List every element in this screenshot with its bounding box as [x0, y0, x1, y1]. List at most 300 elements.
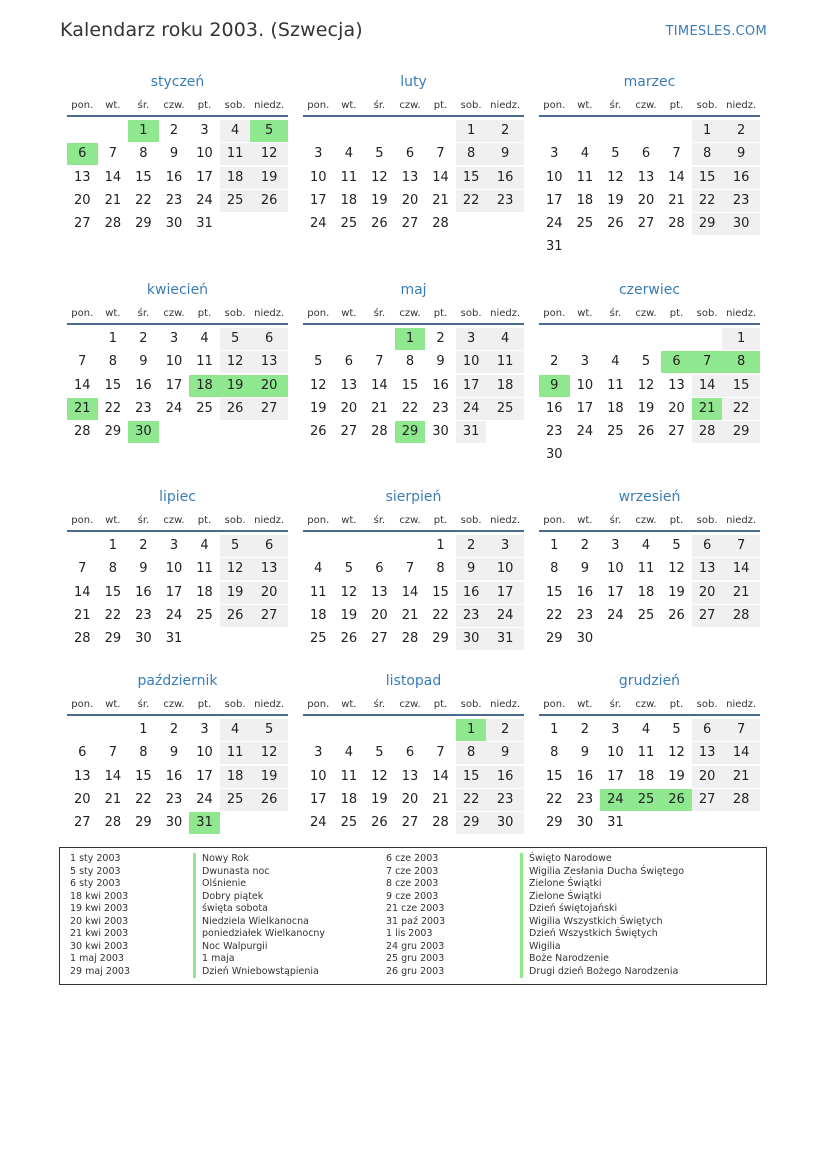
- empty-cell: [303, 719, 334, 741]
- week-row: [539, 628, 760, 651]
- week-row: [539, 167, 760, 190]
- empty-cell: [722, 812, 760, 834]
- day-cell: 9: [580, 561, 589, 577]
- empty-cell: [570, 444, 601, 466]
- day-cell: 21: [104, 791, 122, 807]
- weekday-label: niedz.: [726, 515, 757, 526]
- day-cell: 24: [165, 400, 183, 416]
- holiday-name: Niedziela Wielkanocna: [193, 916, 325, 929]
- day-cell: 26: [220, 605, 251, 627]
- week-row: [67, 190, 288, 213]
- holiday-date: 6 cze 2003: [386, 853, 439, 864]
- day-cell: 24: [607, 607, 624, 623]
- day-cell: 22: [135, 192, 152, 208]
- weekday-header: [67, 696, 288, 716]
- day-cell: 15: [722, 375, 760, 397]
- empty-cell: [692, 328, 723, 350]
- empty-cell: [334, 719, 365, 741]
- day-cell: 28: [104, 216, 122, 232]
- day-cell: 13: [340, 377, 358, 393]
- day-cell: 23: [486, 190, 524, 212]
- day-cell: 27: [250, 605, 288, 627]
- day-cell: 4: [641, 538, 651, 553]
- day-cell: 22: [104, 607, 122, 623]
- day-cell: 6: [375, 561, 384, 577]
- day-cell: 22: [104, 400, 122, 416]
- day-cell: 15: [104, 377, 122, 393]
- day-cell: 7: [672, 146, 681, 162]
- day-cell: 7: [692, 351, 723, 373]
- day-cell: 2: [139, 331, 148, 346]
- day-cell: 16: [165, 768, 183, 784]
- day-cell: 11: [196, 354, 213, 370]
- day-cell: 26: [668, 607, 685, 623]
- day-cell: 24: [165, 607, 183, 623]
- day-cell: 28: [74, 424, 91, 440]
- day-cell: 11: [576, 169, 594, 185]
- day-cell: 5: [250, 120, 288, 142]
- weekday-label: czw.: [635, 100, 657, 111]
- day-cell: 19: [668, 768, 685, 784]
- empty-cell: [395, 535, 426, 557]
- weekday-label: czw.: [163, 100, 185, 111]
- holiday-date: 26 gru 2003: [386, 965, 445, 977]
- weekday-label: wt.: [577, 100, 593, 111]
- day-cell: 10: [486, 558, 524, 580]
- day-cell: 28: [74, 631, 91, 647]
- holiday-date: 31 paź 2003: [386, 915, 446, 927]
- day-cell: 7: [405, 561, 415, 577]
- day-cell: 8: [722, 351, 760, 373]
- weekday-label: śr.: [137, 515, 150, 526]
- day-cell: 7: [436, 146, 445, 162]
- day-cell: 30: [486, 812, 524, 834]
- weekday-label: pt.: [433, 308, 448, 319]
- day-cell: 16: [486, 766, 524, 788]
- day-cell: 12: [668, 561, 685, 577]
- day-cell: 12: [220, 351, 251, 373]
- day-cell: 1: [139, 722, 148, 737]
- day-cell: 28: [668, 216, 685, 232]
- empty-cell: [67, 719, 98, 741]
- day-cell: 24: [310, 216, 327, 232]
- day-cell: 24: [600, 789, 631, 811]
- day-cell: 17: [486, 582, 524, 604]
- day-cell: 27: [74, 815, 91, 831]
- week-row: [303, 535, 524, 558]
- weekday-label: pt.: [433, 699, 448, 710]
- day-cell: 20: [692, 582, 723, 604]
- empty-cell: [334, 120, 365, 142]
- day-cell: 30: [135, 631, 152, 647]
- day-cell: 1: [550, 538, 559, 553]
- day-cell: 3: [169, 331, 179, 346]
- day-cell: 6: [692, 719, 723, 741]
- weekday-label: śr.: [137, 699, 150, 710]
- holiday-names-left: [193, 853, 325, 978]
- day-cell: 21: [371, 400, 388, 416]
- holiday-name: Dwunasta noc: [193, 866, 325, 879]
- day-cell: 17: [310, 791, 327, 807]
- brand-link[interactable]: TIMESLES.COM: [665, 24, 767, 39]
- day-cell: 9: [169, 745, 179, 761]
- day-cell: 19: [371, 192, 388, 208]
- empty-cell: [539, 120, 570, 142]
- week-row: [539, 582, 760, 605]
- empty-cell: [364, 719, 395, 741]
- day-cell: 25: [637, 607, 655, 623]
- day-cell: 5: [314, 354, 323, 370]
- day-cell: 5: [641, 354, 651, 370]
- weekday-label: sob.: [460, 699, 482, 710]
- day-cell: 19: [220, 375, 251, 397]
- weekday-label: pon.: [307, 100, 330, 111]
- weekday-label: śr.: [137, 308, 150, 319]
- day-cell: 20: [692, 766, 723, 788]
- weekday-header: [303, 696, 524, 716]
- day-cell: 2: [486, 120, 524, 142]
- week-row: [539, 190, 760, 213]
- day-cell: 6: [344, 354, 353, 370]
- day-cell: 12: [637, 377, 655, 393]
- holiday-name: Zielone Świątki: [520, 878, 684, 891]
- empty-cell: [220, 421, 251, 443]
- day-cell: 31: [546, 239, 563, 255]
- day-cell: 7: [722, 535, 760, 557]
- empty-cell: [250, 812, 288, 834]
- day-cell: 8: [456, 742, 487, 764]
- weekday-label: śr.: [373, 308, 386, 319]
- empty-cell: [661, 444, 692, 466]
- day-cell: 25: [486, 398, 524, 420]
- day-cell: 27: [250, 398, 288, 420]
- day-cell: 12: [250, 143, 288, 165]
- day-cell: 16: [165, 169, 183, 185]
- day-cell: 11: [196, 561, 213, 577]
- day-cell: 27: [637, 216, 655, 232]
- day-cell: 7: [436, 745, 445, 761]
- day-cell: 29: [456, 812, 487, 834]
- day-cell: 13: [371, 584, 388, 600]
- day-cell: 6: [641, 146, 651, 162]
- day-cell: 19: [250, 766, 288, 788]
- empty-cell: [631, 628, 662, 650]
- week-row: [67, 812, 288, 835]
- weekday-label: niedz.: [254, 699, 285, 710]
- week-row: [303, 766, 524, 789]
- empty-cell: [570, 120, 601, 142]
- week-row: [303, 628, 524, 651]
- day-cell: 20: [250, 582, 288, 604]
- day-cell: 11: [607, 377, 624, 393]
- day-cell: 14: [74, 377, 91, 393]
- day-cell: 4: [314, 561, 323, 577]
- weekday-label: sob.: [224, 308, 246, 319]
- weekday-header: [303, 305, 524, 325]
- empty-cell: [456, 213, 487, 235]
- day-cell: 9: [139, 354, 148, 370]
- month-name: marzec: [623, 74, 676, 90]
- day-cell: 17: [310, 192, 327, 208]
- holiday-name: Święto Narodowe: [520, 853, 684, 866]
- empty-cell: [661, 328, 692, 350]
- day-cell: 28: [432, 815, 449, 831]
- month-name: styczeń: [150, 74, 205, 90]
- day-cell: 10: [607, 561, 624, 577]
- empty-cell: [220, 812, 251, 834]
- day-cell: 9: [722, 143, 760, 165]
- day-cell: 9: [456, 558, 487, 580]
- day-cell: 25: [340, 216, 358, 232]
- day-cell: 27: [340, 424, 358, 440]
- holiday-date: 29 maj 2003: [70, 965, 131, 977]
- day-cell: 16: [546, 400, 563, 416]
- day-cell: 26: [661, 789, 692, 811]
- day-cell: 29: [432, 631, 449, 647]
- weekday-label: czw.: [635, 308, 657, 319]
- day-cell: 19: [220, 582, 251, 604]
- week-row: [67, 120, 288, 143]
- day-cell: 10: [456, 351, 487, 373]
- day-cell: 18: [189, 375, 220, 397]
- day-cell: 7: [722, 719, 760, 741]
- day-cell: 14: [371, 377, 388, 393]
- weekday-label: sob.: [460, 308, 482, 319]
- weekday-label: niedz.: [726, 100, 757, 111]
- empty-cell: [486, 213, 524, 235]
- week-row: [539, 213, 760, 236]
- weekday-label: sob.: [460, 515, 482, 526]
- day-cell: 5: [344, 561, 353, 577]
- day-cell: 2: [580, 722, 589, 737]
- empty-cell: [364, 328, 395, 350]
- week-row: [539, 351, 760, 374]
- day-cell: 20: [401, 192, 419, 208]
- empty-cell: [692, 444, 723, 466]
- day-cell: 26: [637, 424, 655, 440]
- weekday-label: pon.: [307, 699, 330, 710]
- day-cell: 15: [401, 377, 419, 393]
- holiday-name: Wigilia Zesłania Ducha Świętego: [520, 866, 684, 879]
- day-cell: 30: [546, 447, 563, 463]
- day-cell: 18: [340, 791, 358, 807]
- day-cell: 2: [580, 538, 589, 553]
- week-row: [303, 742, 524, 765]
- day-cell: 8: [692, 143, 723, 165]
- empty-cell: [67, 328, 98, 350]
- day-cell: 20: [74, 192, 91, 208]
- weekday-label: niedz.: [254, 308, 285, 319]
- week-row: [303, 558, 524, 581]
- holiday-name: Zielone Świątki: [520, 891, 684, 904]
- day-cell: 6: [692, 535, 723, 557]
- holiday-date: 5 sty 2003: [70, 865, 121, 877]
- day-cell: 13: [637, 169, 655, 185]
- weekday-label: śr.: [609, 100, 622, 111]
- day-cell: 3: [169, 538, 179, 553]
- day-cell: 17: [456, 375, 487, 397]
- day-cell: 19: [668, 584, 685, 600]
- day-cell: 23: [165, 791, 183, 807]
- week-row: [303, 605, 524, 628]
- day-cell: 11: [220, 742, 251, 764]
- week-row: [539, 120, 760, 143]
- day-cell: 19: [637, 400, 655, 416]
- day-cell: 18: [220, 766, 251, 788]
- weekday-label: niedz.: [726, 699, 757, 710]
- holiday-date: 1 sty 2003: [70, 853, 121, 864]
- week-row: [67, 375, 288, 398]
- month-block: [67, 671, 288, 835]
- week-row: [539, 535, 760, 558]
- day-cell: 20: [340, 400, 358, 416]
- empty-cell: [631, 812, 662, 834]
- day-cell: 22: [401, 400, 419, 416]
- week-row: [67, 143, 288, 166]
- month-name: listopad: [385, 673, 442, 689]
- day-cell: 13: [74, 169, 91, 185]
- weekday-label: sob.: [460, 100, 482, 111]
- weekday-label: wt.: [577, 308, 593, 319]
- month-name: wrzesień: [618, 489, 681, 505]
- weekday-label: czw.: [399, 100, 421, 111]
- weekday-label: pon.: [307, 515, 330, 526]
- day-cell: 23: [135, 607, 152, 623]
- day-cell: 29: [135, 815, 152, 831]
- empty-cell: [692, 236, 723, 258]
- day-cell: 9: [139, 561, 148, 577]
- day-cell: 24: [456, 398, 487, 420]
- empty-cell: [425, 120, 456, 142]
- weekday-label: niedz.: [726, 308, 757, 319]
- weekday-label: czw.: [399, 699, 421, 710]
- weekday-header: [539, 305, 760, 325]
- day-cell: 1: [108, 331, 117, 346]
- weekday-label: pt.: [669, 308, 684, 319]
- week-row: [67, 421, 288, 444]
- holiday-name: poniedziałek Wielkanocny: [193, 928, 325, 941]
- month-name: maj: [400, 282, 427, 298]
- empty-cell: [692, 628, 723, 650]
- week-row: [67, 719, 288, 742]
- day-cell: 1: [395, 328, 426, 350]
- weekday-label: pt.: [197, 308, 212, 319]
- day-cell: 22: [135, 791, 152, 807]
- day-cell: 21: [432, 791, 449, 807]
- day-cell: 2: [169, 123, 179, 138]
- empty-cell: [364, 120, 395, 142]
- day-cell: 13: [668, 377, 685, 393]
- day-cell: 21: [67, 398, 98, 420]
- month-name: sierpień: [385, 489, 442, 505]
- day-cell: 27: [371, 631, 388, 647]
- day-cell: 4: [200, 331, 209, 346]
- day-cell: 16: [456, 582, 487, 604]
- empty-cell: [570, 236, 601, 258]
- day-cell: 29: [135, 216, 152, 232]
- week-row: [539, 398, 760, 421]
- weekday-label: pon.: [543, 699, 566, 710]
- month-name: grudzień: [618, 673, 681, 689]
- day-cell: 30: [456, 628, 487, 650]
- day-cell: 25: [340, 815, 358, 831]
- weekday-label: wt.: [577, 515, 593, 526]
- weekday-label: pon.: [71, 699, 94, 710]
- day-cell: 12: [220, 558, 251, 580]
- day-cell: 23: [165, 192, 183, 208]
- empty-cell: [600, 236, 631, 258]
- day-cell: 10: [607, 745, 624, 761]
- weekday-label: sob.: [224, 699, 246, 710]
- weekday-label: pon.: [307, 308, 330, 319]
- day-cell: 13: [250, 351, 288, 373]
- day-cell: 8: [108, 561, 117, 577]
- day-cell: 26: [340, 631, 358, 647]
- month-block: [539, 280, 760, 468]
- day-cell: 18: [576, 192, 594, 208]
- weekday-label: śr.: [609, 308, 622, 319]
- week-row: [67, 167, 288, 190]
- month-block: [303, 487, 524, 651]
- weekday-label: wt.: [341, 699, 357, 710]
- day-cell: 1: [108, 538, 117, 553]
- day-cell: 15: [546, 768, 563, 784]
- day-cell: 12: [371, 768, 388, 784]
- day-cell: 22: [456, 789, 487, 811]
- day-cell: 1: [692, 120, 723, 142]
- day-cell: 27: [668, 424, 685, 440]
- weekday-label: wt.: [105, 308, 121, 319]
- day-cell: 5: [611, 146, 620, 162]
- empty-cell: [67, 120, 98, 142]
- day-cell: 3: [550, 146, 559, 162]
- day-cell: 11: [340, 169, 358, 185]
- week-row: [67, 213, 288, 236]
- week-row: [67, 605, 288, 628]
- day-cell: 14: [668, 169, 685, 185]
- week-row: [539, 375, 760, 398]
- weekday-label: wt.: [341, 100, 357, 111]
- empty-cell: [722, 444, 760, 466]
- day-cell: 4: [200, 538, 209, 553]
- month-block: [539, 72, 760, 260]
- weekday-label: śr.: [137, 100, 150, 111]
- day-cell: 11: [486, 351, 524, 373]
- day-cell: 5: [672, 538, 681, 553]
- empty-cell: [631, 120, 662, 142]
- holiday-name: Drugi dzień Bożego Narodzenia: [520, 966, 684, 979]
- day-cell: 6: [405, 146, 415, 162]
- day-cell: 15: [456, 167, 487, 189]
- day-cell: 8: [550, 745, 559, 761]
- day-cell: 4: [220, 120, 251, 142]
- day-cell: 11: [637, 745, 655, 761]
- day-cell: 25: [220, 789, 251, 811]
- day-cell: 31: [165, 631, 183, 647]
- week-row: [67, 398, 288, 421]
- day-cell: 10: [310, 169, 327, 185]
- day-cell: 16: [135, 584, 152, 600]
- day-cell: 4: [344, 745, 353, 761]
- day-cell: 22: [546, 607, 563, 623]
- day-cell: 29: [104, 631, 122, 647]
- day-cell: 10: [165, 354, 183, 370]
- day-cell: 11: [220, 143, 251, 165]
- day-cell: 25: [607, 424, 624, 440]
- day-cell: 3: [580, 354, 589, 370]
- day-cell: 26: [250, 190, 288, 212]
- empty-cell: [67, 535, 98, 557]
